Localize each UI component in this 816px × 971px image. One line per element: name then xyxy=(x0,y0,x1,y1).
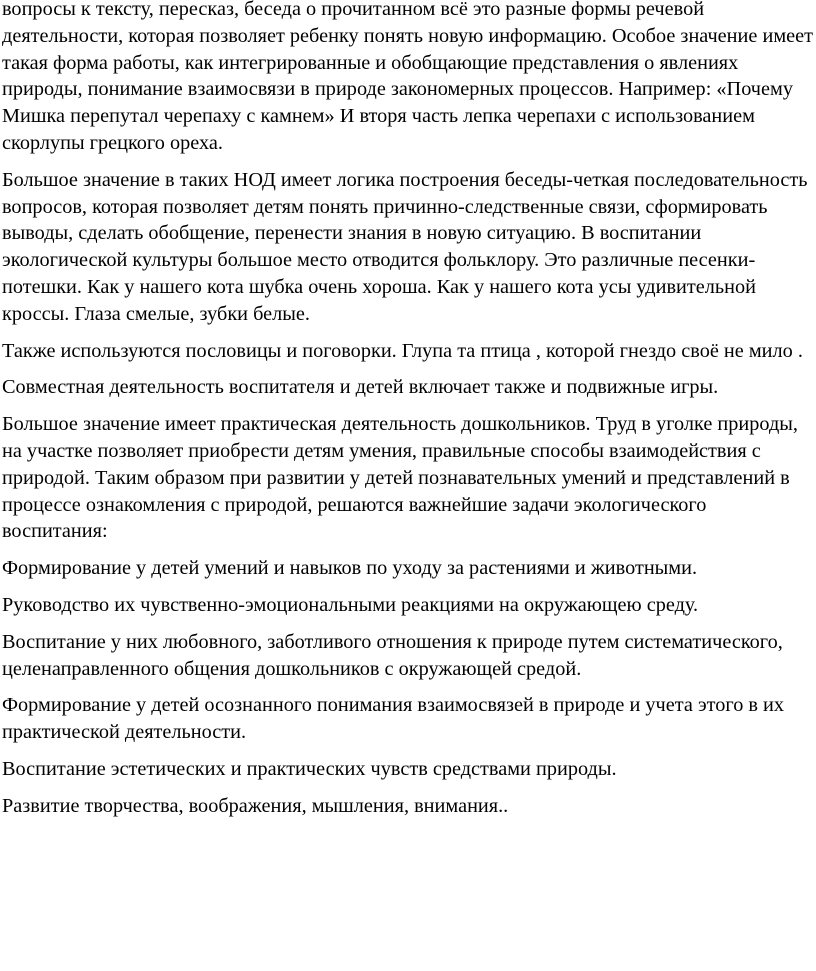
paragraph-3: Также используются пословицы и поговорки. Глупа та птица , которой гнездо своё не мило . xyxy=(2,339,803,362)
paragraph-4: Совместная деятельность воспитателя и детей включает также и подвижные игры. xyxy=(2,376,719,399)
paragraph-6: Формирование у детей умений и навыков по уходу за растениями и животными. xyxy=(2,557,698,580)
paragraph-1: вопросы к тексту, пересказ, беседа о прочитанном всё это разные формы речевой деятельности, которая позволяет ребенку понять новую информацию. Особое значение имеет такая форма работы, как интегрированные и обобщающие представления о явлениях природы, понимание взаимосвязи в природе закономерных процессов. Например: «Почему Мишка перепутал черепаху с камнем» И вторя часть лепка черепахи с использованием скорлупы грецкого ореха. xyxy=(2,0,814,154)
paragraph-7: Руководство их чувственно-эмоциональными реакциями на окружающею среду. xyxy=(2,593,699,616)
paragraph-8: Воспитание у них любовного, заботливого отношения к природе путем систематического, целенаправленного общения дошкольников с окружающей средой. xyxy=(2,630,783,680)
paragraph-10: Воспитание эстетических и практических чувств средствами природы. xyxy=(2,757,617,780)
paragraph-5: Большое значение имеет практическая деятельность дошкольников. Труд в уголке природы, на участке позволяет приобрести детям умения, правильные способы взаимодействия с природой. Таким образом при развитии у детей познавательных умений и представлений в процессе ознакомления с природой, решаются важнейшие задачи экологического воспитания: xyxy=(2,413,798,543)
paragraph-11: Развитие творчества, воображения, мышления, внимания.. xyxy=(2,794,509,817)
paragraph-9: Формирование у детей осознанного понимания взаимосвязей в природе и учета этого в их практической деятельности. xyxy=(2,694,785,744)
paragraph-2: Большое значение в таких НОД имеет логика построения беседы-четкая последовательность вопросов, которая позволяет детям понять причинно-следственные связи, сформировать выводы, сделать обобщение, перенести знания в новую ситуацию. В воспитании экологической культуры большое место отводится фольклору. Это различные песенки- потешки. Как у нашего кота шубка очень хороша. Как у нашего кота усы удивительной кроссы. Глаза смелые, зубки белые. xyxy=(2,168,808,325)
